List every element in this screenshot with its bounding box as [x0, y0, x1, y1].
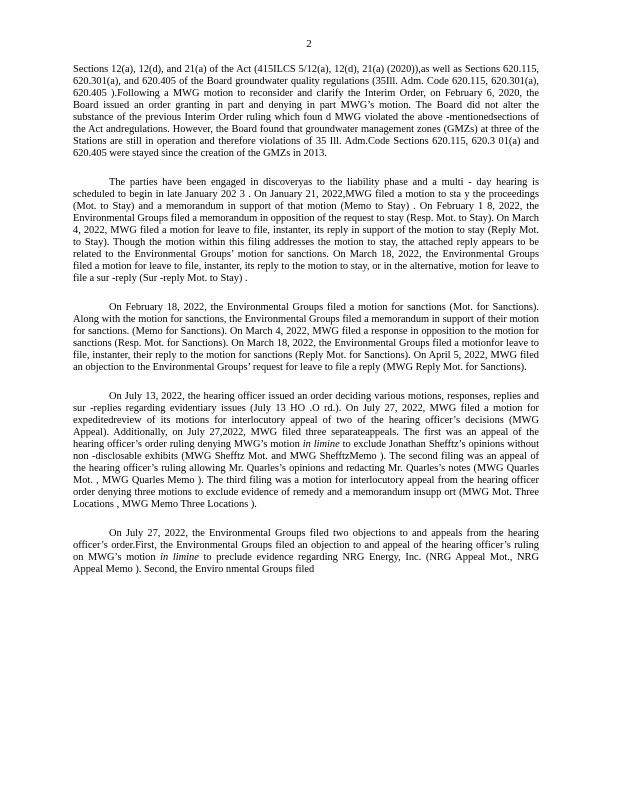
paragraph-text: to exclude Jonathan Shefftz’s opinions without non -disclosable exhibits (MWG Shefftz Mot. and MWG ShefftzMemo ). The second filing was an appeal of the hearing officer’s ruling allowing Mr. Quarles’s opinions and redacting Mr. Quarles’s notes (MWG Quarles Mot. , MWG Quarles Memo ). The third filing was a motion for interlocutory appeal from the hearing officer order denying three motions to exclude evidence of remedy and a memorandum insupp ort (MWG Mot. Three Locations , MWG Memo Three Locations ). [73, 439, 539, 510]
paragraph-text: On July 27, 2022, the Environmental Groups filed two objections to and appeals from the hearing officer’s order.First, the Environmental Groups filed an objection to and appeal of the hearing officer’s ruling on MWG’s motion [73, 528, 539, 563]
paragraph-text: Sections 12(a), 12(d), and 21(a) of the Act (415ILCS 5/12(a), 12(d), 21(a) (2020)),as well as Sections 620.115, 620.301(a), and 620.405 of the Board groundwater quality regulations (35Ill. Adm. Code 620.115, 620.301(a), 620.405 ).Following a MWG motion to reconsider and clarify the Interim Order, on February 6, 2020, the Board issued an order granting in part and denying in part MWG’s motion. The Board did not alter the substance of the previous Interim Order ruling which foun d MWG violated the above -mentionedsections of the Act andregulations. However, the Board found that groundwater management zones (GMZs) at three of the Stations are still in operation and therefore violations of 35 Ill. Adm.Code Sections 620.115, 620.3 01(a) and 620.405 were stayed since the creation of the GMZs in 2013. [73, 64, 539, 159]
page-number: 2 [306, 38, 312, 50]
paragraph-text: to preclude evidence regarding NRG Energy, Inc. (NRG Appeal Mot., NRG Appeal Memo ). Second, the Enviro nmental Groups filed [73, 552, 539, 575]
latin-term: in limine [302, 439, 340, 450]
paragraph [73, 302, 539, 374]
paragraph-text: On February 18, 2022, the Environmental Groups filed a motion for sanctions (Mot. for Sanctions). Along with the motion for sanctions, the Environmental Groups filed a memorandum in support of their motion for sanctions. (Memo for Sanctions). On March 4, 2022, MWG filed a response in opposition to the motion for sanctions (Resp. Mot. for Sanctions). On March 18, 2022, the Environmental Groups filed a motionfor leave to file, instanter, their reply to the motion for sanctions (Reply Mot. for Sanctions). On April 5, 2022, MWG filed an objection to the Environmental Groups’ request for leave to file a reply (MWG Reply Mot. for Sanctions). [73, 302, 539, 373]
paragraph [73, 64, 539, 160]
paragraph-text: The parties have been engaged in discoveryas to the liability phase and a multi - day hearing is scheduled to begin in late January 202 3 . On January 21, 2022,MWG filed a motion to sta y the proceedings (Mot. to Stay) and a memorandum in support of that motion (Memo to Stay) . On February 1 8, 2022, the Environmental Groups filed a memorandum in opposition of the request to stay (Resp. Mot. to Stay). On March 4, 2022, MWG filed a motion for leave to file, instanter, its reply in support of the motion to stay (Reply Mot. to Stay). Though the motion within this filing addresses the motion to stay, the attached reply appears to be related to the Environmental Groups’ motion for sanctions. On March 18, 2022, the Environmental Groups filed a motion for leave to file, instanter, its reply to the motion to stay, or in the alternative, motion for leave to file a sur -reply (Sur -reply Mot. to Stay) . [73, 177, 539, 284]
latin-term: in limine [160, 552, 199, 563]
paragraph [73, 528, 539, 576]
document-body [73, 64, 539, 593]
paragraph-text: On July 13, 2022, the hearing officer issued an order deciding various motions, responses, replies and sur -replies regarding evidentiary issues (July 13 HO .O rd.). On July 27, 2022, MWG filed a motion for expeditedreview of its motions for interlocutory appeal of two of the hearing officer’s decisions (MWG Appeal). Additionally, on July 27,2022, MWG filed three separateappeals. The first was an appeal of the hearing officer’s order ruling denying MWG’s motion [73, 391, 539, 450]
paragraph [73, 391, 539, 511]
paragraph [73, 177, 539, 285]
